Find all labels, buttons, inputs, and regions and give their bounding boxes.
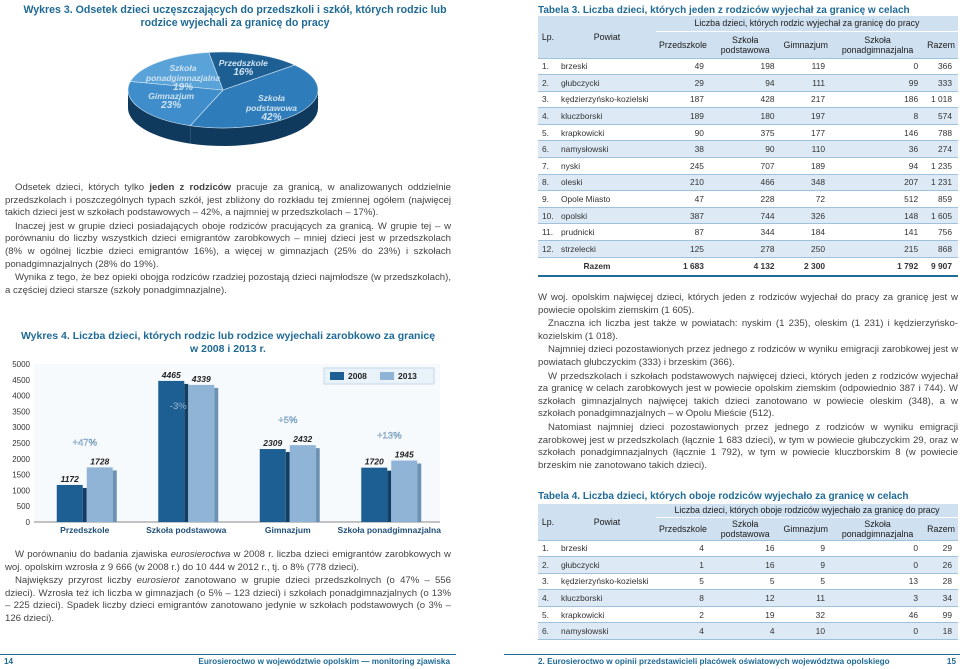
pie-label <box>231 93 311 123</box>
t3-value-cell: 387 <box>656 207 710 224</box>
t3-powiat-cell: strzelecki <box>558 241 656 258</box>
footer-text-right: 2. Eurosieroctwo w opinii przedstawicieli placówek oświatowych województwa opolskiego <box>538 657 890 666</box>
data-label: 2432 <box>293 434 313 445</box>
pie-label-name: Gimnazjum <box>148 91 195 102</box>
t3-value-cell: 49 <box>656 58 710 75</box>
t4-value-cell: 11 <box>781 590 831 607</box>
t3-value-cell: 29 <box>656 75 710 92</box>
bar-2013 <box>391 461 417 522</box>
t3-powiat-cell: krapkowicki <box>558 124 656 141</box>
t4-row <box>538 557 958 574</box>
t3-value-cell: 466 <box>710 174 781 191</box>
t4-value-cell: 0 <box>831 623 924 640</box>
data-label: 1720 <box>364 456 384 467</box>
data-label: 4339 <box>191 373 211 384</box>
t4-lp-cell: 5. <box>538 606 558 623</box>
t3-powiat-cell: kędzierzyńsko-kozielski <box>558 91 656 108</box>
table-3-title: Tabela 3. Liczba dzieci, których jeden z rodziców wyjechał za granicę w celach zarobkowych <box>538 5 910 29</box>
para1-bold: jeden z rodziców <box>149 182 232 193</box>
t3-value-cell: 111 <box>781 75 831 92</box>
t4-value-cell: 18 <box>924 623 958 640</box>
t4-value-cell: 12 <box>710 590 781 607</box>
change-label: +47% <box>72 437 98 449</box>
legend-swatch <box>380 372 394 380</box>
y-tick-label: 3500 <box>12 407 30 417</box>
t4-value-cell: 26 <box>924 557 958 574</box>
table-4 <box>538 504 958 640</box>
figure-4-title-line2: w 2008 i 2013 r. <box>190 343 266 355</box>
t3-powiat-cell: namysłowski <box>558 141 656 158</box>
t3-value-cell: 250 <box>781 241 831 258</box>
t3-value-cell: 1 605 <box>924 207 958 224</box>
t3-lp-cell: 5. <box>538 124 558 141</box>
t3-row <box>538 124 958 141</box>
t3-powiat-cell: głubczycki <box>558 75 656 92</box>
t4-value-cell: 46 <box>831 606 924 623</box>
legend-label: 2013 <box>398 371 417 381</box>
t3-col-przedszkole: Przedszkole <box>656 31 710 58</box>
t3-value-cell: 859 <box>924 191 958 208</box>
bar-shade <box>387 471 391 522</box>
t3-sum-cell: 4 132 <box>710 257 781 276</box>
data-label: 2309 <box>263 438 283 449</box>
t3-value-cell: 186 <box>831 91 924 108</box>
y-tick-label: 2500 <box>12 439 30 448</box>
t3-sum-cell: 9 907 <box>924 257 958 276</box>
t4-col-przedszkole: Przedszkole <box>656 517 710 540</box>
table-3-sum-row <box>538 257 958 276</box>
t3-row <box>538 207 958 224</box>
t4-row <box>538 606 958 623</box>
t4-lp-cell: 2. <box>538 557 558 574</box>
t3-sum-cell: 1 792 <box>831 257 924 276</box>
t3-value-cell: 348 <box>781 174 831 191</box>
t4-value-cell: 1 <box>656 557 710 574</box>
pie-label <box>143 63 223 93</box>
t3-row <box>538 75 958 92</box>
t4-value-cell: 0 <box>831 557 924 574</box>
figure-3-title: Wykres 3. Odsetek dzieci uczęszczających do przedszkoli i szkół, których rodzic lub rodzice wyjechali za granicę do pracy <box>23 4 447 29</box>
t3-value-cell: 215 <box>831 241 924 258</box>
t4-value-cell: 8 <box>656 590 710 607</box>
t4-value-cell: 2 <box>656 606 710 623</box>
para5-em: eurosierot <box>136 575 180 587</box>
t4-lp-cell: 3. <box>538 573 558 590</box>
change-label: -3% <box>169 400 187 412</box>
t3-lp-cell: 6. <box>538 141 558 158</box>
t4-col-powiat: Powiat <box>558 504 656 540</box>
t4-value-cell: 0 <box>831 540 924 557</box>
t3-sum-cell: 2 300 <box>781 257 831 276</box>
pie-label <box>131 91 211 111</box>
t4-value-cell: 16 <box>710 557 781 574</box>
t3-value-cell: 210 <box>656 174 710 191</box>
t3-value-cell: 245 <box>656 158 710 175</box>
t4-value-cell: 34 <box>924 590 958 607</box>
y-tick-label: 2000 <box>12 454 30 464</box>
t3-value-cell: 574 <box>924 108 958 125</box>
t3-value-cell: 94 <box>710 75 781 92</box>
t4-value-cell: 10 <box>781 623 831 640</box>
t4-value-cell: 4 <box>656 623 710 640</box>
legend-label: 2008 <box>348 371 367 381</box>
t3-value-cell: 278 <box>710 241 781 258</box>
x-tick-label: Przedszkole <box>60 525 110 535</box>
t3-value-cell: 8 <box>831 108 924 125</box>
table-3-head-row-1 <box>538 16 958 31</box>
t3-lp-cell: 3. <box>538 91 558 108</box>
t3-lp-cell: 8. <box>538 174 558 191</box>
t4-lp-cell: 1. <box>538 540 558 557</box>
t3-row <box>538 58 958 75</box>
bar-2008 <box>57 485 83 522</box>
t3-value-cell: 366 <box>924 58 958 75</box>
t3-value-cell: 148 <box>831 207 924 224</box>
t3-col-gimnazjum: Gimnazjum <box>781 31 831 58</box>
t3-value-cell: 189 <box>781 158 831 175</box>
t3-powiat-cell: prudnicki <box>558 224 656 241</box>
t4-value-cell: 5 <box>656 573 710 590</box>
t4-powiat-cell: kędzierzyńsko-kozielski <box>558 573 656 590</box>
table-3-body <box>538 58 958 257</box>
t4-col-szkola-podstawowa: Szkoła podstawowa <box>710 517 781 540</box>
t3-value-cell: 87 <box>656 224 710 241</box>
t3-value-cell: 326 <box>781 207 831 224</box>
bar-2013 <box>87 467 113 522</box>
t3-value-cell: 198 <box>710 58 781 75</box>
t3-powiat-cell: nyski <box>558 158 656 175</box>
t3-row <box>538 191 958 208</box>
t3-value-cell: 177 <box>781 124 831 141</box>
right-para2: Znaczna ich liczba jest także w powiatach: nyskim (1 235), oleskim (1 231) i kędzierzyńsko-kozielskim (1 018). <box>538 318 958 342</box>
t3-row <box>538 108 958 125</box>
t3-powiat-cell: opolski <box>558 207 656 224</box>
t4-row <box>538 540 958 557</box>
t3-sum-cell: 1 683 <box>656 257 710 276</box>
pie-label-name: Szkoła podstawowa <box>245 93 297 114</box>
pie-label-pct: 23% <box>161 100 182 112</box>
t4-row <box>538 623 958 640</box>
body-text-right <box>538 292 958 473</box>
t3-value-cell: 184 <box>781 224 831 241</box>
t3-col-razem: Razem <box>924 31 958 58</box>
bar-shade <box>316 448 320 522</box>
right-para4: W przedszkolach i szkołach podstawowych najwięcej dzieci, których jeden z rodziców wyjechał za granicę w celach zarobkowych jest w powiecie opolskim ziemskim (odpowiednio 387 i 744). W szkołach gimnazjalnych najwięcej takich dzieci zanotowano w powiecie oleskim (348), a w szkołach ponadgimnazjalnych – w Opolu Mieście (512). <box>538 370 958 420</box>
t4-col-gimnazjum: Gimnazjum <box>781 517 831 540</box>
para4-post: w 2008 r. liczba dzieci emigrantów zarobkowych w woj. opolskim wzrosła z 9 666 (w 2008 r.) do 10 444 w 2012 r., tj. o 8% (778 dzieci). <box>5 549 451 573</box>
t3-value-cell: 375 <box>710 124 781 141</box>
t4-group-header: Liczba dzieci, których oboje rodziców wyjechało za granicę do pracy <box>656 504 958 517</box>
table-4-title: Tabela 4. Liczba dzieci, których oboje rodziców wyjechało za granicę w celach zarobkowych <box>538 491 909 515</box>
t3-lp-cell: 12. <box>538 241 558 258</box>
t4-lp-cell: 6. <box>538 623 558 640</box>
change-label: +5% <box>278 415 298 427</box>
figure-4-title <box>0 330 456 356</box>
table-3 <box>538 16 958 277</box>
t3-value-cell: 72 <box>781 191 831 208</box>
bar-2008 <box>260 449 286 522</box>
t4-value-cell: 32 <box>781 606 831 623</box>
para1-pre: Odsetek dzieci, których tylko <box>15 182 150 193</box>
t4-value-cell: 99 <box>924 606 958 623</box>
para4-pre: W porównaniu do badania zjawiska <box>15 549 171 560</box>
t3-value-cell: 125 <box>656 241 710 258</box>
t3-value-cell: 1 235 <box>924 158 958 175</box>
t3-col-szkola-podstawowa: Szkoła podstawowa <box>710 31 781 58</box>
bar-shade <box>113 470 117 522</box>
t4-col-razem: Razem <box>924 517 958 540</box>
t3-lp-cell: 11. <box>538 224 558 241</box>
t3-value-cell: 90 <box>710 141 781 158</box>
para2: Inaczej jest w grupie dzieci posiadających oboje rodziców pracujących za granicą. W grupie tej – w porównaniu do liczby wszystkich dzieci emigrantów zarobkowych – mniej dzieci jest w przedszkolach (8% w ogólnej liczbie dzieci emigrantów 16%), a więcej w gimnazjach (25% do 23%) i szkołach ponadgimnazjalnych (28% do 19%). <box>5 220 451 270</box>
y-tick-label: 4000 <box>12 391 30 401</box>
t3-value-cell: 274 <box>924 141 958 158</box>
y-tick-label: 5000 <box>12 360 30 369</box>
t3-value-cell: 788 <box>924 124 958 141</box>
body-text-top <box>5 182 451 298</box>
y-tick-label: 500 <box>16 502 30 512</box>
t4-value-cell: 5 <box>710 573 781 590</box>
t3-value-cell: 99 <box>831 75 924 92</box>
t3-value-cell: 333 <box>924 75 958 92</box>
para4-em: eurosieroctwa <box>170 549 231 560</box>
t3-lp-cell: 1. <box>538 58 558 75</box>
t4-value-cell: 28 <box>924 573 958 590</box>
right-para3: Najmniej dzieci pozostawionych przez jednego z rodziców w wyniku emigracji zarobkowej jest w powiatach głubczyckim (333) i brzeskim (366). <box>538 344 958 368</box>
t3-value-cell: 47 <box>656 191 710 208</box>
t3-powiat-cell: kluczborski <box>558 108 656 125</box>
t3-lp-cell: 10. <box>538 207 558 224</box>
t4-col-lp: Lp. <box>538 504 558 540</box>
t4-col-ponadgimnazjalna: Szkoła ponadgimnazjalna <box>831 517 924 540</box>
bar-shade <box>286 452 290 522</box>
t4-row <box>538 573 958 590</box>
y-tick-label: 3000 <box>12 423 30 433</box>
t3-row <box>538 91 958 108</box>
bar-shade <box>83 488 87 522</box>
t4-value-cell: 3 <box>831 590 924 607</box>
data-label: 4465 <box>161 369 181 380</box>
pie-label-pct: 42% <box>261 112 282 124</box>
t3-value-cell: 38 <box>656 141 710 158</box>
t3-row <box>538 174 958 191</box>
t4-value-cell: 16 <box>710 540 781 557</box>
para5-post: zanotowano w grupie dzieci przedszkolnych (o 47% – 556 dzieci). Wzrosła też ich liczba w gimnazjach (o 5% – 123 dzieci) i szkołach ponadgimnazjalnych (o 13% – 225 dzieci). Spadek liczby dzieci emigrantów zanotowano jedynie w szkołach podstawowych (o 3% – 126 dzieci). <box>5 575 451 624</box>
bar-2013 <box>290 445 316 522</box>
t3-value-cell: 1 231 <box>924 174 958 191</box>
pie-label-name: Szkoła ponadgimnazjalna <box>145 62 221 83</box>
t3-powiat-cell: brzeski <box>558 58 656 75</box>
bar-shade <box>417 464 421 522</box>
t4-value-cell: 4 <box>710 623 781 640</box>
pie-chart <box>118 40 328 160</box>
t3-lp-cell: 9. <box>538 191 558 208</box>
t3-value-cell: 189 <box>656 108 710 125</box>
t3-value-cell: 428 <box>710 91 781 108</box>
x-tick-label: Szkoła ponadgimnazjalna <box>337 525 441 535</box>
y-tick-label: 1000 <box>12 486 30 496</box>
para1-post: pracuje za granicą, w analizowanych oddzielnie przedszkolach i poszczególnych typach szkół, jest zbliżony do rozkładu tej zmiennej ogółem (najwięcej takich dzieci jest w szkołach podstawowych – 42%, a najmniej w przedszkolach – 17%). <box>5 182 451 219</box>
t3-value-cell: 36 <box>831 141 924 158</box>
t3-value-cell: 217 <box>781 91 831 108</box>
change-label: +13% <box>376 430 402 442</box>
body-text-bottom <box>5 549 451 627</box>
t3-value-cell: 1 018 <box>924 91 958 108</box>
t4-value-cell: 9 <box>781 557 831 574</box>
t3-value-cell: 141 <box>831 224 924 241</box>
t4-value-cell: 4 <box>656 540 710 557</box>
t4-value-cell: 13 <box>831 573 924 590</box>
figure-4-title-line1: Wykres 4. Liczba dzieci, których rodzic lub rodzice wyjechali zarobkowo za granicę <box>20 330 436 342</box>
t3-value-cell: 0 <box>831 58 924 75</box>
t3-value-cell: 756 <box>924 224 958 241</box>
t3-group-header: Liczba dzieci, których rodzic wyjechał za granicę do pracy <box>656 16 958 31</box>
pie-label-name: Przedszkole <box>218 57 268 68</box>
t3-sum-label: Razem <box>538 257 656 276</box>
t3-value-cell: 707 <box>710 158 781 175</box>
t4-value-cell: 29 <box>924 540 958 557</box>
bar-2008 <box>361 468 387 522</box>
bar-chart <box>0 358 456 544</box>
t3-col-lp: Lp. <box>538 16 558 58</box>
t3-col-powiat: Powiat <box>558 16 656 58</box>
t3-value-cell: 744 <box>710 207 781 224</box>
t3-value-cell: 146 <box>831 124 924 141</box>
t4-powiat-cell: krapkowicki <box>558 606 656 623</box>
t3-powiat-cell: Opole Miasto <box>558 191 656 208</box>
right-para5: Natomiast najmniej dzieci pozostawionych przez jednego z rodziców w wyniku emigracji zarobkowej jest w przedszkolach (łącznie 1 683 dzieci), w tym w powiecie głubczyckim 29, oraz w szkołach ponadgimnazjalnych (łącznie 1 792), w tym w powiecie kluczborskim 8 (w powiecie brzeskim nie zanotowano takich dzieci). <box>538 421 958 471</box>
t4-value-cell: 19 <box>710 606 781 623</box>
t3-lp-cell: 2. <box>538 75 558 92</box>
footer-text-left: Eurosieroctwo w województwie opolskim — monitoring zjawiska <box>198 657 450 666</box>
t3-row <box>538 158 958 175</box>
t3-row <box>538 224 958 241</box>
t3-value-cell: 868 <box>924 241 958 258</box>
t3-value-cell: 197 <box>781 108 831 125</box>
t3-row <box>538 141 958 158</box>
x-tick-label: Szkoła podstawowa <box>146 525 227 535</box>
t3-value-cell: 228 <box>710 191 781 208</box>
y-tick-label: 0 <box>25 518 30 527</box>
data-label: 1728 <box>90 456 110 467</box>
t3-value-cell: 512 <box>831 191 924 208</box>
t3-value-cell: 110 <box>781 141 831 158</box>
para5-pre: Największy przyrost liczby <box>15 575 137 587</box>
legend-swatch <box>330 372 344 380</box>
x-tick-label: Gimnazjum <box>264 525 311 535</box>
t3-value-cell: 119 <box>781 58 831 75</box>
t3-value-cell: 180 <box>710 108 781 125</box>
t3-col-ponadgimnazjalna: Szkoła ponadgimnazjalna <box>831 31 924 58</box>
bar-2013 <box>188 385 214 522</box>
t3-value-cell: 90 <box>656 124 710 141</box>
footer-rule-left <box>0 654 456 655</box>
bar-shade <box>214 388 218 522</box>
y-tick-label: 4500 <box>12 375 30 385</box>
para3: Wynika z tego, że bez opieki obojga rodziców rzadziej pozostają dzieci najmłodsze (w przedszkolach), a częściej dzieci starsze (szkoły ponadgimnazjalne). <box>5 272 451 296</box>
t4-row <box>538 590 958 607</box>
t4-powiat-cell: kluczborski <box>558 590 656 607</box>
t4-value-cell: 9 <box>781 540 831 557</box>
page-number-left: 14 <box>4 657 14 666</box>
t4-powiat-cell: namysłowski <box>558 623 656 640</box>
y-tick-label: 1500 <box>12 470 30 480</box>
t4-value-cell: 5 <box>781 573 831 590</box>
page-number-right: 15 <box>946 657 956 666</box>
t3-value-cell: 344 <box>710 224 781 241</box>
t3-lp-cell: 4. <box>538 108 558 125</box>
t3-value-cell: 94 <box>831 158 924 175</box>
t4-lp-cell: 4. <box>538 590 558 607</box>
footer-rule-right <box>504 654 960 655</box>
pie-label-pct: 19% <box>172 81 193 93</box>
pie-label-pct: 16% <box>233 66 254 78</box>
data-label: 1945 <box>394 449 414 460</box>
data-label: 1172 <box>60 473 79 484</box>
t3-powiat-cell: oleski <box>558 174 656 191</box>
t3-row <box>538 241 958 258</box>
right-para1: W woj. opolskim najwięcej dzieci, których jeden z rodziców wyjechał do pracy za granicę jest w powiecie opolskim ziemskim (1 605). <box>538 292 958 316</box>
table-4-body <box>538 540 958 640</box>
t4-powiat-cell: głubczycki <box>558 557 656 574</box>
t3-lp-cell: 7. <box>538 158 558 175</box>
t3-value-cell: 207 <box>831 174 924 191</box>
t4-powiat-cell: brzeski <box>558 540 656 557</box>
table-4-head-row-1 <box>538 504 958 517</box>
t3-value-cell: 187 <box>656 91 710 108</box>
